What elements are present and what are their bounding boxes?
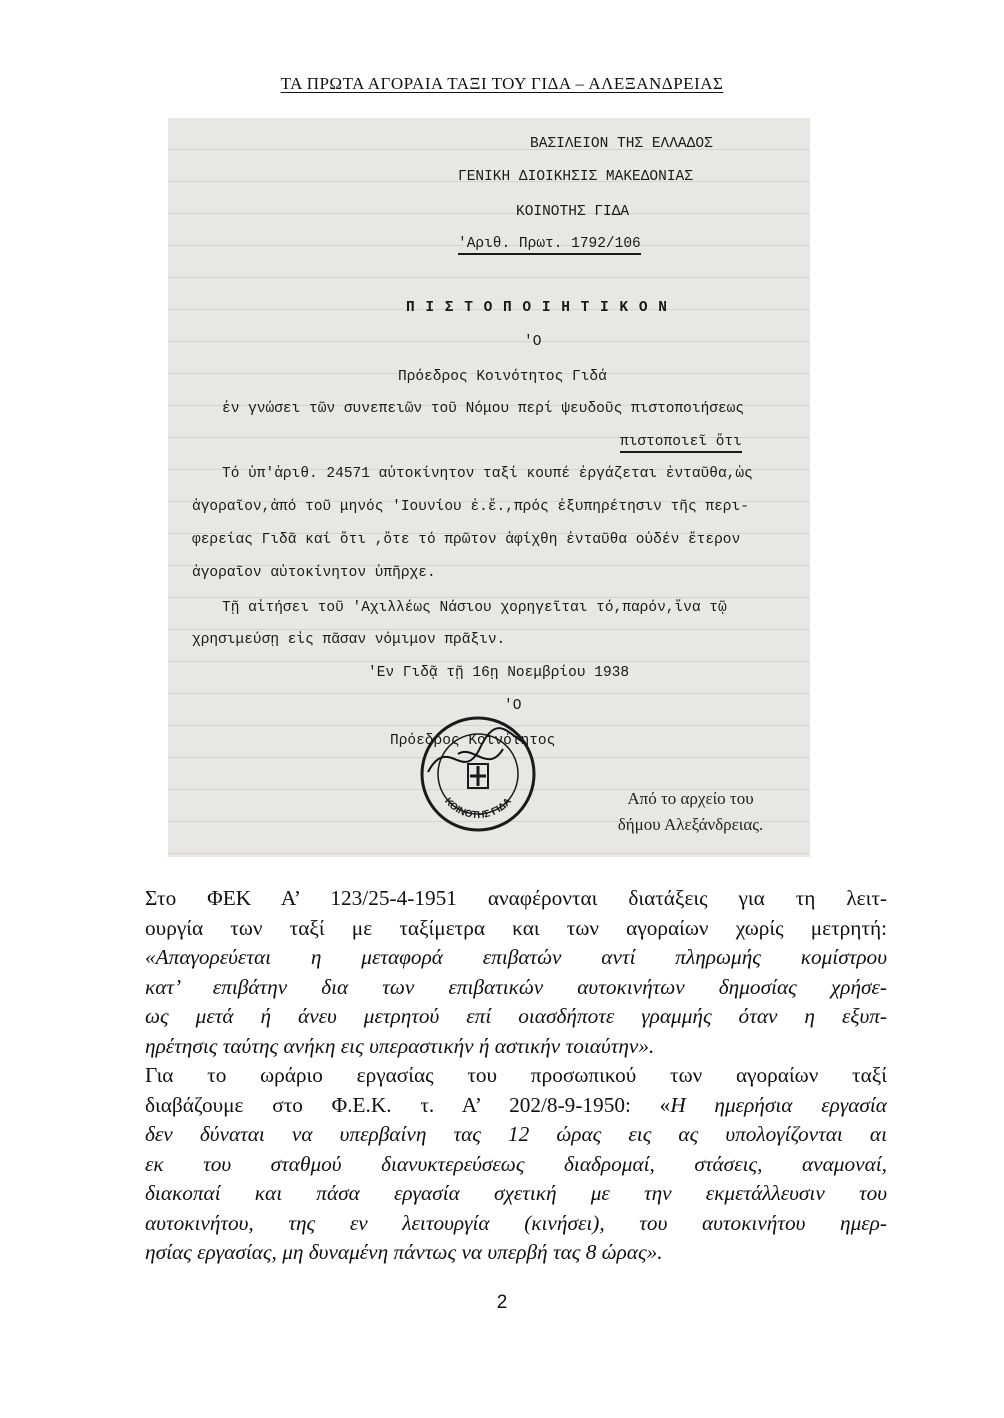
cert-certifies-wrap [620, 434, 742, 450]
cert-line-14: Τῇ αἰτήσει τοῦ 'Αχιλλέως Νάσιου χορηγεῖται τό,παρόν,ἵνα τῷ [222, 600, 727, 616]
cert-certifies: πιστοποιεῖ ὅτι [620, 434, 742, 453]
paragraph-2 [145, 1061, 887, 1268]
cert-line-president-sign: Πρόεδρος Κοινότητος [390, 733, 556, 749]
p1-line4: κατ’ επιβάτην δια των επιβατικών αυτοκινήτων δημοσίας χρήσε- [145, 974, 887, 999]
page-number: 2 [496, 1292, 508, 1313]
scan-caption-line2: δήμου Αλεξάνδρειας. [617, 815, 764, 834]
cert-line-15: χρησιμεύσῃ εἰς πᾶσαν νόμιμον πρᾶξιν. [192, 632, 506, 648]
cert-line-o2: 'Ο [504, 698, 522, 714]
cert-line-o: 'Ο [524, 334, 542, 350]
p1-line2: ουργία των ταξί με ταξίμετρα και των αγοραίων χωρίς μετρητή: [145, 915, 887, 940]
p1-line3: «Απαγορεύεται η μεταφορά επιβατών αντί πληρωμής κομίστρου [145, 945, 887, 969]
cert-protocol-wrap [458, 236, 641, 252]
cert-line-date: 'Εν Γιδᾷ τῇ 16ῃ Νοεμβρίου 1938 [368, 665, 630, 681]
scan-caption [588, 786, 793, 838]
cert-line-13: ἀγοραῖον αὐτοκίνητον ὑπῆρχε. [192, 565, 436, 581]
p1-line6: ηρέτησις ταύτης ανήκη εις υπεραστικήν ή αστικήν τοιαύτην». [145, 1033, 655, 1058]
p2-line2 [145, 1091, 887, 1121]
cert-line-12: φερείας Γιδᾶ καί ὅτι ,ὅτε τό πρῶτον ἀφίχθη ἐνταῦθα οὐδέν ἕτερον [192, 532, 741, 548]
p2-line5: διακοπαί και πάσα εργασία σχετική με την εκμετάλλευσιν του [145, 1181, 887, 1205]
cert-line-president: Πρόεδρος Κοινότητος Γιδά [398, 369, 607, 385]
p1-line5: ως μετά ή άνευ μετρητού επί οιασδήποτε γραμμής όταν η εξυπ- [145, 1004, 887, 1028]
p2-line7: ησίας εργασίας, μη δυναμένη πάντως να υπερβή τας 8 ώρας». [145, 1240, 663, 1264]
running-header-title: ΤΑ ΠΡΩΤΑ ΑΓΟΡΑΙΑ ΤΑΞΙ ΤΟΥ ΓΙΔΑ – ΑΛΕΞΑΝΔΡΕΙΑΣ [280, 74, 724, 93]
p2-line1: Για το ωράριο εργασίας του προσωπικού των αγοραίων ταξί [145, 1063, 887, 1087]
scan-caption-line1: Από το αρχείο του [627, 789, 754, 808]
svg-text:ΚΟΙΝΟΤΗΣ ΓΙΔΑ [442, 796, 514, 821]
cert-line-community: ΚΟΙΝΟΤΗΣ ΓΙΔΑ [516, 204, 630, 220]
p2-line3: δεν δύναται να υπερβαίνη τας 12 ώρας εις ας υπολογίζονται αι [145, 1122, 887, 1146]
paragraph-1 [145, 884, 887, 1061]
certificate-scan [168, 118, 810, 857]
cert-protocol-number: 'Αριθ. Πρωτ. 1792/106 [458, 236, 641, 255]
seal-text: ΚΟΙΝΟΤΗΣ ΓΙΔΑ [442, 795, 514, 822]
p2-line2-roman: διαβάζουμε στο Φ.Ε.Κ. τ. Α’ 202/8-9-1950: « [145, 1092, 671, 1117]
community-seal-stamp [418, 714, 538, 834]
cert-line-10: Τό ὑπ'ἀριθ. 24571 αὐτοκίνητον ταξί κουπέ ἐργάζεται ἐνταῦθα,ὡς [222, 466, 753, 482]
p2-line4: εκ του σταθμού διανυκτερεύσεως διαδρομαί, στάσεις, αναμοναί, [145, 1151, 887, 1176]
cert-line-administration: ΓΕΝΙΚΗ ΔΙΟΙΚΗΣΙΣ ΜΑΚΕΔΟΝΙΑΣ [458, 169, 693, 185]
running-header [0, 74, 1004, 94]
cert-title: Π Ι Σ Τ Ο Π Ο Ι Η Τ Ι Κ Ο Ν [406, 300, 668, 316]
p2-line6: αυτοκινήτου, της εν λειτουργία (κινήσει), του αυτοκινήτου ημερ- [145, 1210, 887, 1235]
p2-line2-italic: Η ημερήσια εργασία [670, 1092, 887, 1117]
cert-line-11: ἀγοραῖον,ἀπό τοῦ μηνός 'Ιουνίου ἐ.ἔ.,πρός ἐξυπηρέτησιν τῆς περι- [192, 499, 749, 515]
cert-line-aware: ἐν γνώσει τῶν συνεπειῶν τοῦ Νόμου περί ψευδοῦς πιστοποιήσεως [222, 401, 745, 417]
cert-line-kingdom: ΒΑΣΙΛΕΙΟΝ ΤΗΣ ΕΛΛΑΔΟΣ [530, 136, 713, 152]
body-text [145, 884, 887, 1268]
p1-line1: Στο ΦΕΚ Α’ 123/25-4-1951 αναφέρονται διατάξεις για τη λειτ- [145, 886, 887, 910]
